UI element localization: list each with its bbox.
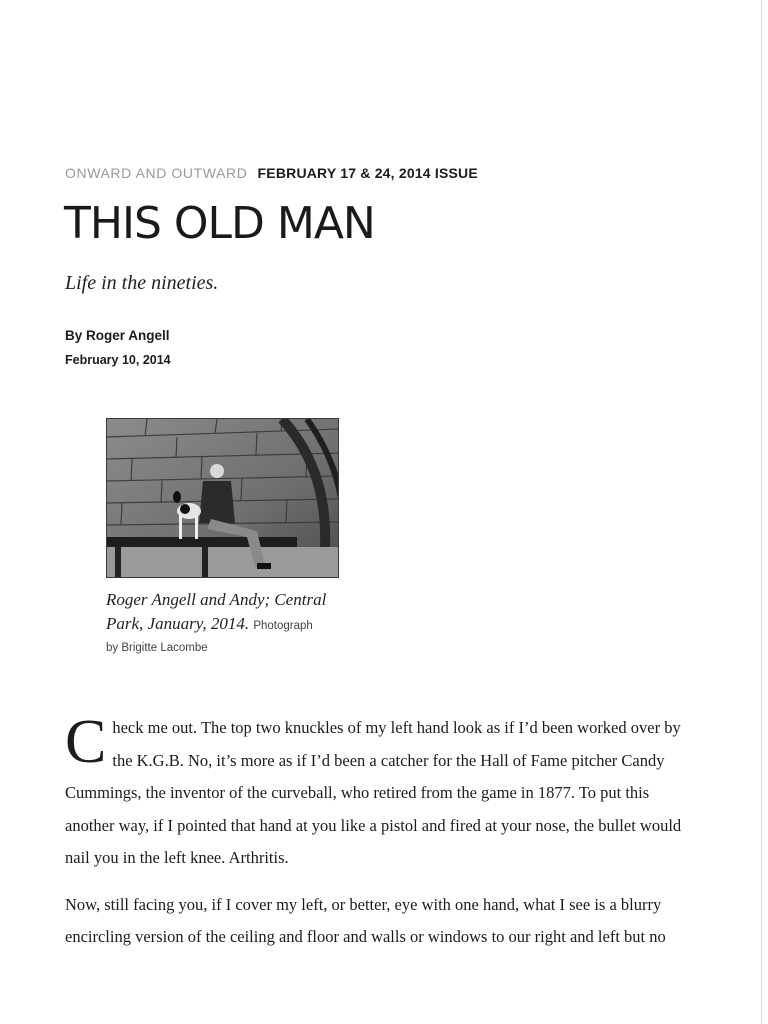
body-line: another way, if I pointed that hand at you like a pistol and fired at your nose, the bullet would bbox=[65, 815, 682, 835]
page-edge-divider bbox=[761, 0, 762, 1024]
article-kicker bbox=[65, 165, 478, 181]
caption-credit-label: Photograph bbox=[253, 620, 313, 632]
body-paragraph-1 bbox=[65, 708, 715, 875]
body-line: the K.G.B. No, it’s more as if I’d been a catcher for the Hall of Fame pitcher Candy bbox=[112, 750, 665, 770]
byline[interactable]: By Roger Angell bbox=[65, 328, 170, 343]
article-dek: Life in the nineties. bbox=[65, 272, 219, 294]
body-line: Now, still facing you, if I cover my left, or better, eye with one hand, what I see is a blurry bbox=[65, 894, 662, 914]
photo-illustration bbox=[107, 419, 339, 578]
publish-date: February 10, 2014 bbox=[65, 353, 171, 367]
rubric-link[interactable]: ONWARD AND OUTWARD bbox=[65, 165, 248, 181]
body-paragraph-2 bbox=[65, 889, 715, 954]
body-line: Cummings, the inventor of the curveball, who retired from the game in 1877. To put this bbox=[65, 783, 650, 802]
drop-cap: C bbox=[65, 708, 107, 776]
article-body bbox=[65, 708, 715, 954]
photo-caption bbox=[106, 588, 356, 658]
caption-credit-name: by Brigitte Lacombe bbox=[106, 642, 208, 654]
caption-text: Roger Angell and Andy; Central Park, January, 2014. bbox=[106, 590, 327, 633]
body-line: nail you in the left knee. Arthritis. bbox=[65, 848, 289, 867]
issue-link[interactable]: FEBRUARY 17 & 24, 2014 ISSUE bbox=[257, 165, 478, 181]
body-line: heck me out. The top two knuckles of my left hand look as if I’d been worked over by bbox=[112, 718, 681, 737]
body-line: encircling version of the ceiling and floor and walls or windows to our right and left but no bbox=[65, 927, 666, 946]
article-photo bbox=[106, 418, 339, 578]
page-title: THIS OLD MAN bbox=[64, 198, 375, 249]
